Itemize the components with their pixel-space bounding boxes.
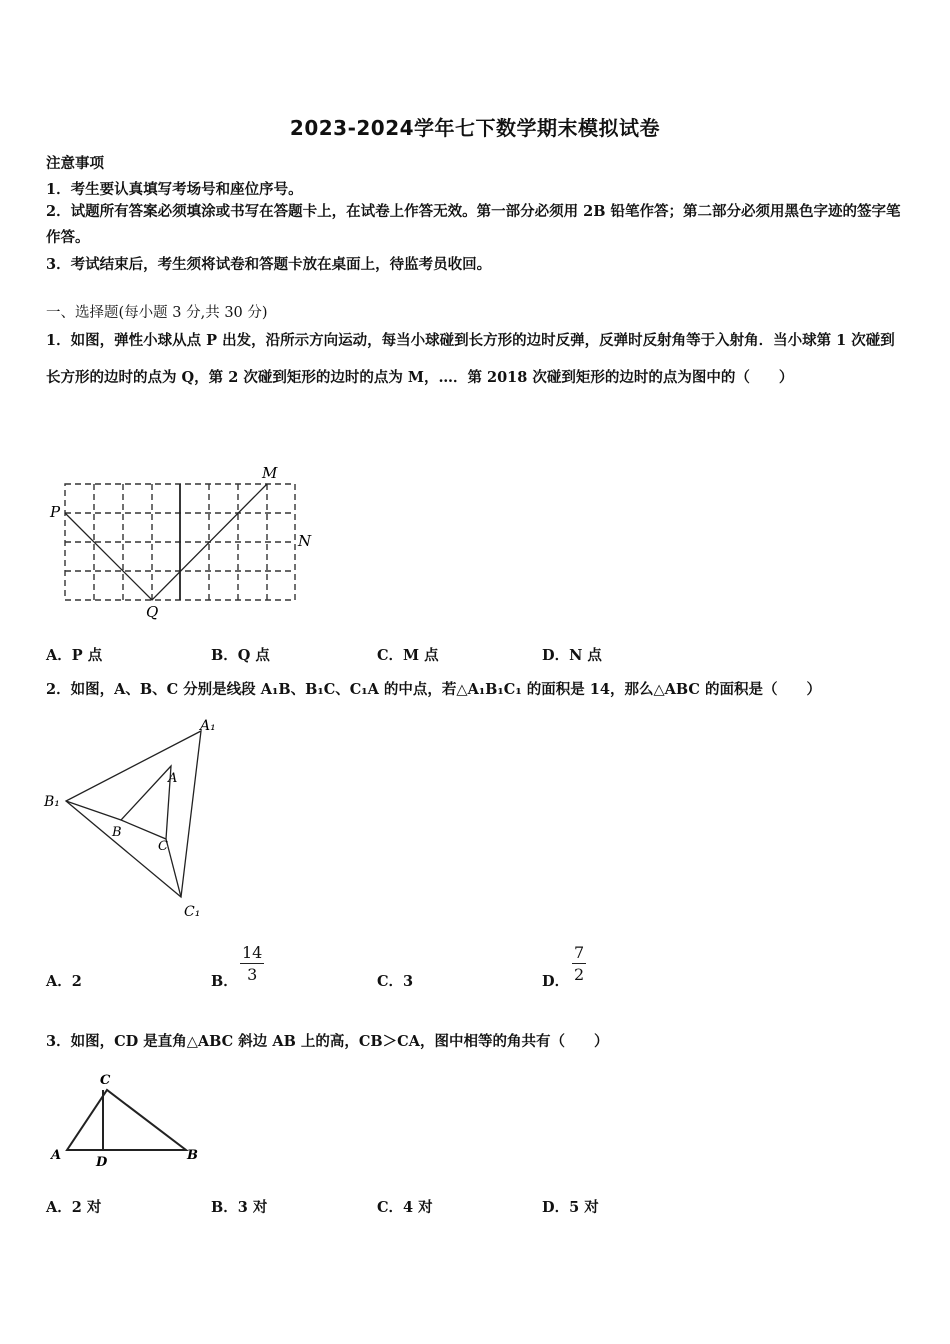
label-B: B [187,1148,198,1163]
question-2-figure [40,712,230,922]
label-C: C [100,1073,111,1088]
fraction-numerator: 14 [242,943,263,962]
page-title: 2023-2024学年七下数学期末模拟试卷 [289,116,661,140]
section-heading: 一、选择题(每小题 3 分,共 30 分) [46,305,268,321]
notice-item-2: 2．试题所有答案必须填涂或书写在答题卡上，在试卷上作答无效。第一部分必须用 2B 铅笔作答；第二部分必须用黑色字迹的签字笔作答。 [46,203,901,246]
notice-item-1: 1．考生要认真填写考场号和座位序号。 [46,181,303,198]
question-2-option-b-prefix[interactable]: B． [211,973,238,990]
fraction-denominator: 3 [247,965,258,984]
question-2-option-d-fraction[interactable] [572,943,586,984]
question-2-option-d-prefix[interactable]: D． [542,973,570,990]
label-C: C [158,839,168,854]
notice-item-3: 3．考试结束后，考生须将试卷和答题卡放在桌面上，待监考员收回。 [46,256,492,273]
question-1-figure [40,460,330,625]
question-2-option-c[interactable]: C．3 [377,973,414,990]
fraction-bar [240,963,264,964]
fraction-denominator: 2 [574,965,585,984]
label-D: D [96,1155,108,1170]
label-C1: C₁ [184,904,201,920]
question-1-option-a[interactable]: A．P 点 [46,647,103,664]
label-N: N [298,532,312,550]
label-Q: Q [146,603,159,621]
question-2-option-b-fraction[interactable] [240,943,264,984]
label-P: P [50,503,61,521]
triangle-lines [67,1090,186,1150]
question-1-option-c[interactable]: C．M 点 [377,647,439,664]
question-1-option-d[interactable]: D．N 点 [542,647,602,664]
fraction-numerator: 7 [574,943,585,962]
label-A1: A₁ [200,718,216,734]
question-3-text: 3．如图，CD 是直角△ABC 斜边 AB 上的高，CB＞CA，图中相等的角共有（ ） [46,1033,609,1050]
question-3-option-c[interactable]: C．4 对 [377,1199,433,1216]
question-1-option-b[interactable]: B．Q 点 [211,647,270,664]
label-M: M [262,464,278,482]
question-3-figure [44,1068,214,1173]
fraction-bar [572,963,586,964]
label-A: A [168,771,178,786]
label-A: A [51,1148,62,1163]
notice-heading: 注意事项 [46,155,104,172]
question-3-option-a[interactable]: A．2 对 [46,1199,102,1216]
question-3-option-d[interactable]: D．5 对 [542,1199,599,1216]
question-3-option-b[interactable]: B．3 对 [211,1199,268,1216]
triangle-lines [66,731,201,897]
question-2-text: 2．如图，A、B、C 分别是线段 A₁B、B₁C、C₁A 的中点，若△A₁B₁C₁ 的面积是 14，那么△ABC 的面积是（ ） [46,681,821,698]
label-B1: B₁ [44,794,60,810]
question-2-option-a[interactable]: A．2 [46,973,82,990]
question-1-text: 1．如图，弹性小球从点 P 出发，沿所示方向运动，每当小球碰到长方形的边时反弹，反弹时反射角等于入射角．当小球第 1 次碰到长方形的边时的点为 Q，第 2 次碰到矩形的边时的点为 M，…．第 2018 次碰到矩形的边时的点为图中的（ ） [46,332,895,386]
label-B: B [112,825,122,840]
